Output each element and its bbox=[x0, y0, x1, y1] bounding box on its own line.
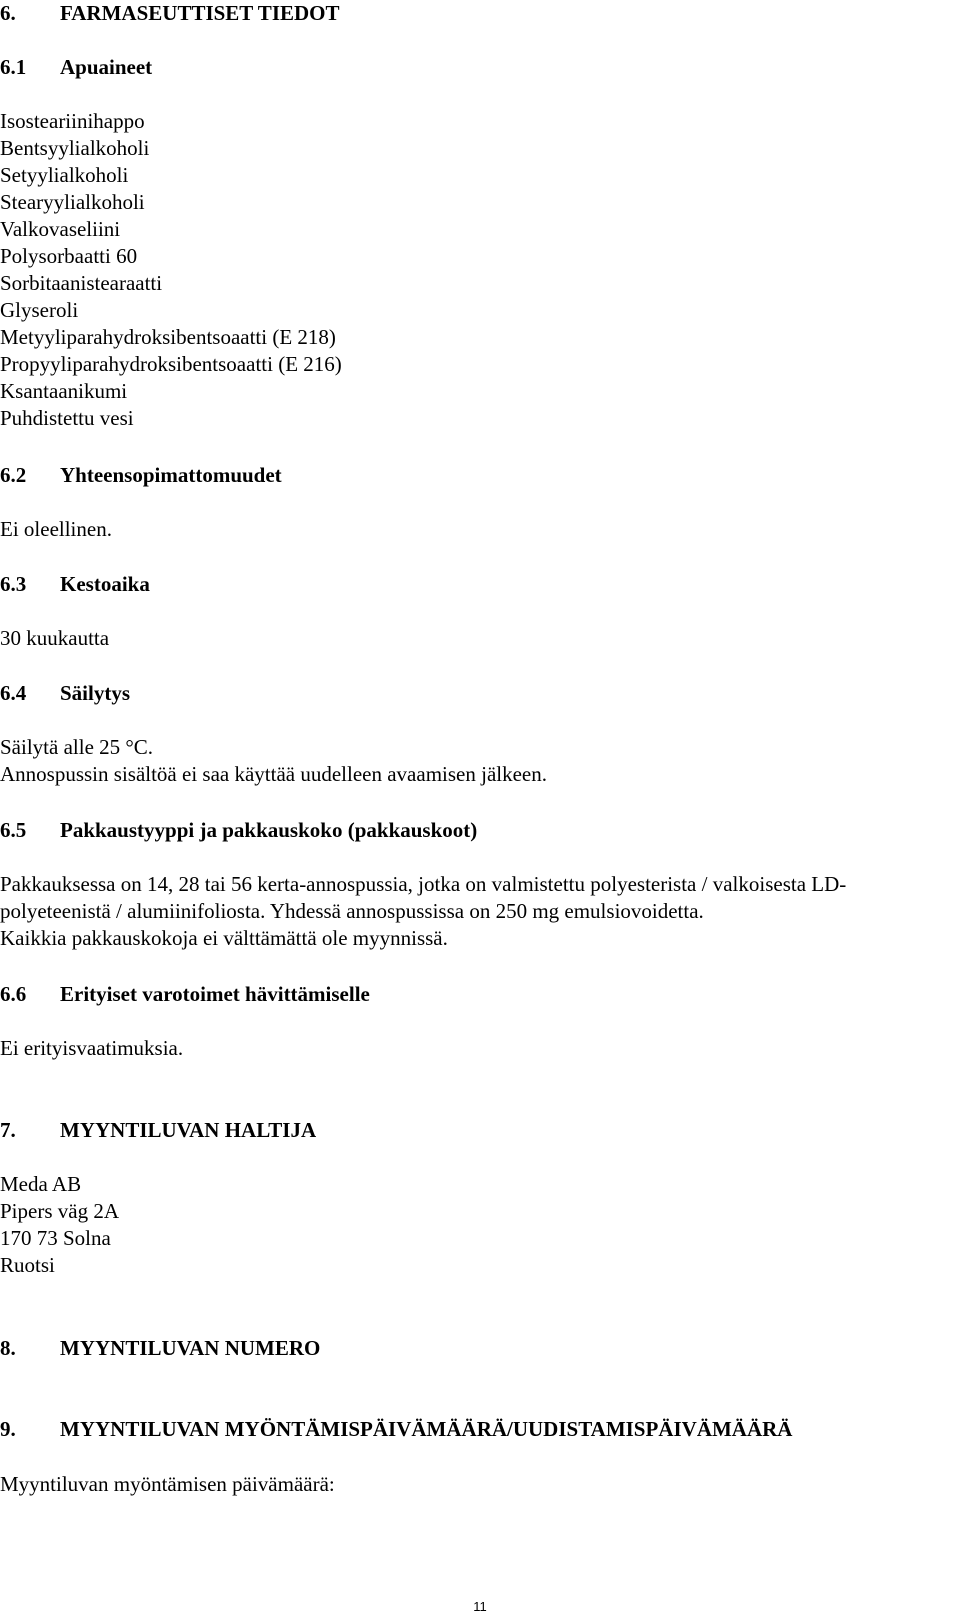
holder-address-line: Ruotsi bbox=[0, 1253, 55, 1277]
section-6-5-line: polyeteenistä / alumiinifoliosta. Yhdessä annospussissa on 250 mg emulsiovoidetta. bbox=[0, 899, 704, 923]
excipient-item: Bentsyylialkoholi bbox=[0, 136, 150, 160]
excipient-item: Polysorbaatti 60 bbox=[0, 244, 138, 268]
page-number: 11 bbox=[473, 1599, 487, 1614]
holder-address-line: Pipers väg 2A bbox=[0, 1199, 119, 1223]
section-9-text: Myyntiluvan myöntämisen päivämäärä: bbox=[0, 1472, 335, 1496]
excipient-item: Ksantaanikumi bbox=[0, 379, 128, 403]
section-6-1-heading: 6.1 Apuaineet bbox=[0, 55, 153, 79]
section-6-5-line: Pakkauksessa on 14, 28 tai 56 kerta-annospussia, jotka on valmistettu polyesterista / valkoisesta LD- bbox=[0, 872, 847, 896]
section-6-5-heading: 6.5 Pakkaustyyppi ja pakkauskoko (pakkauskoot) bbox=[0, 818, 478, 842]
section-9-heading: 9. MYYNTILUVAN MYÖNTÄMISPÄIVÄMÄÄRÄ/UUDISTAMISPÄIVÄMÄÄRÄ bbox=[0, 1417, 793, 1441]
holder-address-line: 170 73 Solna bbox=[0, 1226, 111, 1250]
excipient-item: Sorbitaanistearaatti bbox=[0, 271, 163, 295]
section-6-4-heading: 6.4 Säilytys bbox=[0, 681, 131, 705]
section-6-3-heading: 6.3 Kestoaika bbox=[0, 572, 150, 596]
excipient-item: Valkovaseliini bbox=[0, 217, 121, 241]
excipient-item: Metyyliparahydroksibentsoaatti (E 218) bbox=[0, 325, 336, 349]
excipient-item: Setyylialkoholi bbox=[0, 163, 129, 187]
section-6-3-text: 30 kuukautta bbox=[0, 626, 110, 650]
excipient-item: Puhdistettu vesi bbox=[0, 406, 134, 430]
holder-address-line: Meda AB bbox=[0, 1172, 82, 1196]
excipient-item: Isosteariinihappo bbox=[0, 109, 145, 133]
section-6-4-line: Säilytä alle 25 °C. bbox=[0, 735, 154, 759]
section-6-6-text: Ei erityisvaatimuksia. bbox=[0, 1036, 184, 1060]
section-6-6-heading: 6.6 Erityiset varotoimet hävittämiselle bbox=[0, 982, 370, 1006]
section-7-heading: 7. MYYNTILUVAN HALTIJA bbox=[0, 1118, 317, 1142]
section-8-heading: 8. MYYNTILUVAN NUMERO bbox=[0, 1336, 321, 1360]
section-6-4-line: Annospussin sisältöä ei saa käyttää uudelleen avaamisen jälkeen. bbox=[0, 762, 547, 786]
section-6-2-heading: 6.2 Yhteensopimattomuudet bbox=[0, 463, 282, 487]
excipient-item: Propyyliparahydroksibentsoaatti (E 216) bbox=[0, 352, 342, 376]
excipient-item: Glyseroli bbox=[0, 298, 79, 322]
section-6-5-line: Kaikkia pakkauskokoja ei välttämättä ole myynnissä. bbox=[0, 926, 448, 950]
section-6-2-text: Ei oleellinen. bbox=[0, 517, 112, 541]
excipient-item: Stearyylialkoholi bbox=[0, 190, 145, 214]
section-6-heading: 6. FARMASEUTTISET TIEDOT bbox=[0, 1, 340, 25]
